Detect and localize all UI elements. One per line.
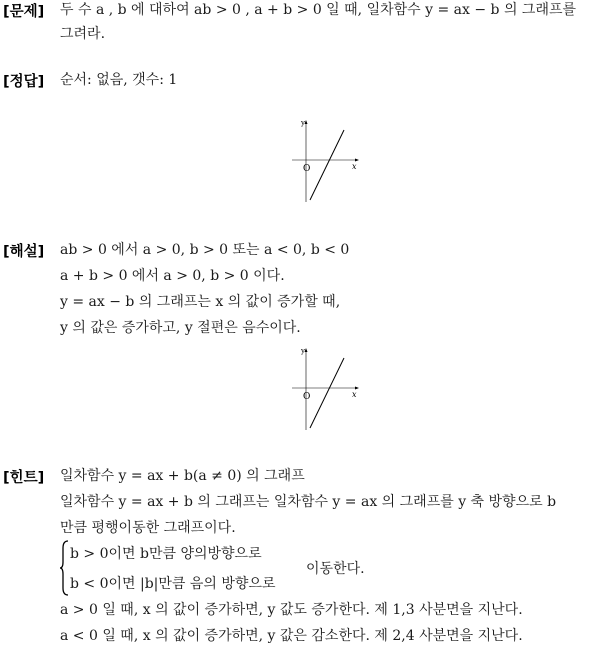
hint-line-1: 일차함수 y = ax + b(a ≠ 0) 의 그래프 bbox=[60, 468, 305, 484]
hint-case-positive: b > 0이면 b만큼 양의방향으로 bbox=[70, 546, 262, 562]
x-axis-label: x bbox=[352, 162, 357, 171]
x-axis-label: x bbox=[352, 390, 357, 399]
hint-case-negative: b < 0이면 |b|만큼 음의 방향으로 bbox=[70, 576, 276, 592]
explanation-tag: [해설] bbox=[3, 244, 45, 260]
hint-line-2: 일차함수 y = ax + b 의 그래프는 일차함수 y = ax 의 그래프를 y 축 방향으로 b bbox=[60, 494, 557, 510]
answer-graph bbox=[288, 114, 364, 204]
explanation-line-4: y 의 값은 증가하고, y 절편은 음수이다. bbox=[60, 320, 301, 336]
explanation-line-2: a + b > 0 에서 a > 0, b > 0 이다. bbox=[60, 268, 285, 284]
graph-line bbox=[310, 358, 344, 428]
hint-slope-positive: a > 0 일 때, x 의 값이 증가하면, y 값도 증가한다. 제 1,3 사분면을 지난다. bbox=[60, 602, 523, 618]
explanation-line-1: ab > 0 에서 a > 0, b > 0 또는 a < 0, b < 0 bbox=[60, 242, 350, 258]
answer-tag: [정답] bbox=[3, 74, 45, 90]
hint-move-text: 이동한다. bbox=[306, 561, 365, 577]
origin-label: O bbox=[303, 164, 311, 174]
hint-cases bbox=[60, 540, 380, 596]
left-brace bbox=[60, 540, 70, 596]
answer-text: 순서: 없음, 갯수: 1 bbox=[60, 72, 178, 88]
hint-line-3: 만큼 평행이동한 그래프이다. bbox=[60, 520, 236, 536]
hint-slope-negative: a < 0 일 때, x 의 값이 증가하면, y 값은 감소한다. 제 2,4 사분면을 지난다. bbox=[60, 628, 523, 644]
graph-line bbox=[310, 130, 344, 200]
problem-line-1: 두 수 a , b 에 대하여 ab > 0 , a + b > 0 일 때, 일차함수 y = ax − b 의 그래프를 bbox=[60, 2, 577, 18]
hint-tag: [힌트] bbox=[3, 470, 45, 486]
problem-line-2: 그려라. bbox=[60, 26, 106, 42]
explanation-graph bbox=[288, 342, 364, 432]
problem-tag: [문제] bbox=[3, 4, 45, 20]
origin-label: O bbox=[303, 392, 311, 402]
y-axis-label: y bbox=[301, 119, 305, 127]
explanation-line-3: y = ax − b 의 그래프는 x 의 값이 증가할 때, bbox=[60, 294, 341, 310]
y-axis-label: y bbox=[301, 347, 305, 355]
